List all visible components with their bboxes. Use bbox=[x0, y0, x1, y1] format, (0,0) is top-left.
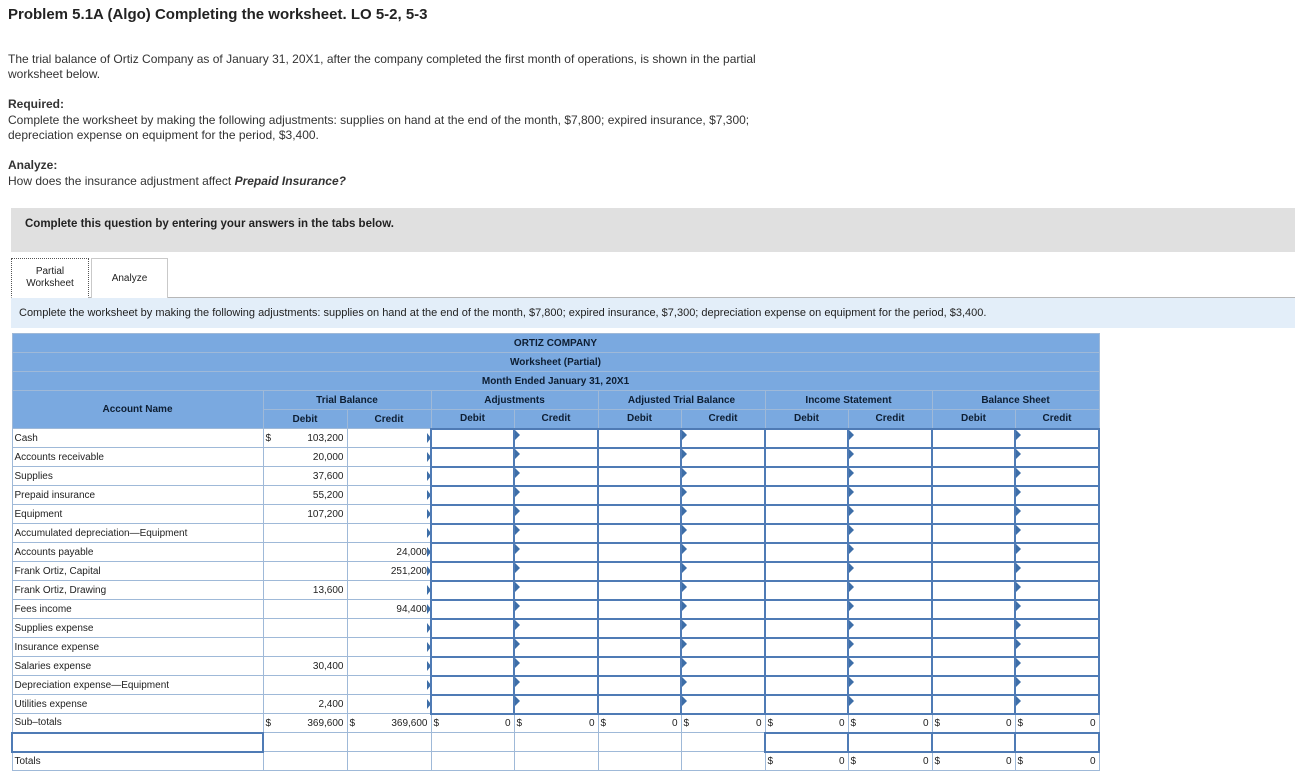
empty-cell bbox=[263, 733, 347, 752]
dollar-sign: $ bbox=[349, 717, 356, 729]
balance-sheet-header: Balance Sheet bbox=[932, 391, 1099, 410]
account-name: Depreciation expense—Equipment bbox=[12, 676, 263, 695]
adj-debit-input[interactable] bbox=[431, 657, 514, 676]
tb-credit-value bbox=[347, 448, 431, 467]
is-debit-input[interactable] bbox=[765, 657, 848, 676]
account-name: Insurance expense bbox=[12, 638, 263, 657]
atb-debit-input[interactable] bbox=[598, 619, 681, 638]
bs-credit-input[interactable] bbox=[1015, 657, 1099, 676]
tb-debit-value bbox=[263, 638, 347, 657]
is-debit-input[interactable] bbox=[765, 581, 848, 600]
bs-debit-total bbox=[932, 752, 1015, 771]
bs-credit-input[interactable] bbox=[1015, 581, 1099, 600]
bs-debit-subtotal bbox=[932, 714, 1015, 733]
is-credit-input[interactable] bbox=[848, 505, 932, 524]
is-credit-input[interactable] bbox=[848, 695, 932, 714]
account-name: Supplies expense bbox=[12, 619, 263, 638]
atb-debit-header: Debit bbox=[598, 410, 681, 429]
account-name: Frank Ortiz, Capital bbox=[12, 562, 263, 581]
adj-credit-subtotal bbox=[514, 714, 598, 733]
is-credit-input[interactable] bbox=[848, 581, 932, 600]
amount: 103,200 bbox=[307, 432, 344, 444]
bs-credit-input[interactable] bbox=[1015, 524, 1099, 543]
adj-credit-input[interactable] bbox=[514, 505, 598, 524]
bs-debit-input[interactable] bbox=[932, 448, 1015, 467]
tb-credit-subtotal bbox=[347, 714, 431, 733]
atb-debit-input[interactable] bbox=[598, 486, 681, 505]
adj-credit-input[interactable] bbox=[514, 448, 598, 467]
adj-credit-input[interactable] bbox=[514, 562, 598, 581]
tb-credit-value bbox=[347, 524, 431, 543]
empty-cell bbox=[263, 752, 347, 771]
atb-credit-input[interactable] bbox=[681, 562, 765, 581]
dollar-sign: $ bbox=[265, 717, 272, 729]
adj-credit-input[interactable] bbox=[514, 638, 598, 657]
is-credit-header: Credit bbox=[848, 410, 932, 429]
is-debit-input[interactable] bbox=[765, 505, 848, 524]
account-name: Supplies bbox=[12, 467, 263, 486]
bs-credit-input[interactable] bbox=[1015, 505, 1099, 524]
tb-credit-value bbox=[347, 429, 431, 448]
empty-cell bbox=[431, 733, 514, 752]
adj-debit-input[interactable] bbox=[431, 695, 514, 714]
atb-debit-input[interactable] bbox=[598, 524, 681, 543]
atb-credit-input[interactable] bbox=[681, 486, 765, 505]
dollar-sign: $ bbox=[934, 717, 941, 729]
table-row bbox=[12, 505, 1099, 524]
atb-debit-input[interactable] bbox=[598, 657, 681, 676]
tab-bar bbox=[11, 258, 1295, 298]
dollar-sign: $ bbox=[516, 717, 523, 729]
worksheet-name: Worksheet (Partial) bbox=[12, 353, 1099, 372]
atb-debit-input[interactable] bbox=[598, 638, 681, 657]
is-credit-input[interactable] bbox=[848, 448, 932, 467]
tb-debit-value bbox=[263, 543, 347, 562]
adj-credit-input[interactable] bbox=[514, 657, 598, 676]
extra-is-credit-input[interactable] bbox=[848, 733, 932, 752]
worksheet-instruction: Complete the worksheet by making the following adjustments: supplies on hand at the end of the month, $7,800; expired insurance, $7,300; depreciation expense on equipment for the period, $3,400. bbox=[11, 298, 1295, 328]
is-credit-input[interactable] bbox=[848, 638, 932, 657]
bs-debit-input[interactable] bbox=[932, 505, 1015, 524]
dollar-sign: $ bbox=[1017, 717, 1024, 729]
table-row bbox=[12, 600, 1099, 619]
empty-cell bbox=[681, 752, 765, 771]
amount: 0 bbox=[1005, 755, 1012, 767]
analyze-label: Analyze: bbox=[8, 158, 58, 172]
dollar-sign: $ bbox=[433, 717, 440, 729]
bs-debit-input[interactable] bbox=[932, 638, 1015, 657]
amount: 0 bbox=[1089, 755, 1096, 767]
bs-credit-header: Credit bbox=[1015, 410, 1099, 429]
atb-debit-input[interactable] bbox=[598, 562, 681, 581]
dollar-sign: $ bbox=[683, 717, 690, 729]
amount: 369,600 bbox=[307, 717, 344, 729]
adjusted-trial-balance-header: Adjusted Trial Balance bbox=[598, 391, 765, 410]
account-name: Accounts receivable bbox=[12, 448, 263, 467]
tb-debit-value bbox=[263, 676, 347, 695]
atb-credit-subtotal bbox=[681, 714, 765, 733]
required-text: Complete the worksheet by making the following adjustments: supplies on hand at the end of the month, $7,800; expired insurance, $7,300; depreciation expense on equipment for the period, $3,400. bbox=[8, 113, 750, 142]
amount: 369,600 bbox=[391, 717, 428, 729]
empty-cell bbox=[514, 733, 598, 752]
is-debit-input[interactable] bbox=[765, 543, 848, 562]
atb-credit-input[interactable] bbox=[681, 619, 765, 638]
blank-entry-row bbox=[12, 733, 1099, 752]
adj-credit-input[interactable] bbox=[514, 695, 598, 714]
is-credit-input[interactable] bbox=[848, 543, 932, 562]
tb-debit-value bbox=[263, 429, 347, 448]
tb-credit-value bbox=[347, 619, 431, 638]
tb-debit-value bbox=[263, 600, 347, 619]
is-debit-header: Debit bbox=[765, 410, 848, 429]
adj-debit-input[interactable] bbox=[431, 638, 514, 657]
table-row bbox=[12, 638, 1099, 657]
extra-is-debit-input[interactable] bbox=[765, 733, 848, 752]
tb-credit-value bbox=[347, 486, 431, 505]
bs-debit-input[interactable] bbox=[932, 581, 1015, 600]
table-row bbox=[12, 543, 1099, 562]
bs-credit-input[interactable] bbox=[1015, 448, 1099, 467]
atb-debit-input[interactable] bbox=[598, 676, 681, 695]
tb-credit-value bbox=[347, 505, 431, 524]
account-name: Cash bbox=[12, 429, 263, 448]
is-credit-input[interactable] bbox=[848, 657, 932, 676]
is-credit-input[interactable] bbox=[848, 600, 932, 619]
atb-debit-input[interactable] bbox=[598, 505, 681, 524]
account-name: Utilities expense bbox=[12, 695, 263, 714]
adj-debit-input[interactable] bbox=[431, 619, 514, 638]
table-row bbox=[12, 486, 1099, 505]
amount: 0 bbox=[1089, 717, 1096, 729]
problem-title: Problem 5.1A (Algo) Completing the worksheet. LO 5-2, 5-3 bbox=[8, 6, 428, 23]
adj-debit-input[interactable] bbox=[431, 467, 514, 486]
adj-credit-input[interactable] bbox=[514, 581, 598, 600]
bs-credit-input[interactable] bbox=[1015, 676, 1099, 695]
adj-debit-input[interactable] bbox=[431, 676, 514, 695]
totals-row bbox=[12, 752, 1099, 771]
table-row bbox=[12, 619, 1099, 638]
bs-debit-input[interactable] bbox=[932, 600, 1015, 619]
adj-credit-input[interactable] bbox=[514, 543, 598, 562]
extra-bs-debit-input[interactable] bbox=[932, 733, 1015, 752]
is-debit-total bbox=[765, 752, 848, 771]
account-name: Equipment bbox=[12, 505, 263, 524]
is-debit-input[interactable] bbox=[765, 676, 848, 695]
atb-credit-header: Credit bbox=[681, 410, 765, 429]
table-row bbox=[12, 467, 1099, 486]
bs-credit-input[interactable] bbox=[1015, 695, 1099, 714]
atb-credit-input[interactable] bbox=[681, 600, 765, 619]
dollar-sign: $ bbox=[767, 755, 774, 767]
amount: 0 bbox=[1005, 717, 1012, 729]
bs-debit-input[interactable] bbox=[932, 524, 1015, 543]
bs-credit-input[interactable] bbox=[1015, 619, 1099, 638]
is-debit-input[interactable] bbox=[765, 638, 848, 657]
atb-credit-input[interactable] bbox=[681, 581, 765, 600]
atb-debit-subtotal bbox=[598, 714, 681, 733]
atb-credit-input[interactable] bbox=[681, 638, 765, 657]
amount: 0 bbox=[922, 717, 929, 729]
amount: 0 bbox=[838, 755, 845, 767]
is-debit-input[interactable] bbox=[765, 619, 848, 638]
tb-debit-value: 107,200 bbox=[263, 505, 347, 524]
bs-credit-input[interactable] bbox=[1015, 467, 1099, 486]
bs-debit-input[interactable] bbox=[932, 486, 1015, 505]
empty-cell bbox=[681, 733, 765, 752]
atb-credit-input[interactable] bbox=[681, 695, 765, 714]
bs-credit-input[interactable] bbox=[1015, 600, 1099, 619]
atb-debit-input[interactable] bbox=[598, 600, 681, 619]
adj-credit-input[interactable] bbox=[514, 619, 598, 638]
required-label: Required: bbox=[8, 97, 65, 111]
dollar-sign: $ bbox=[265, 432, 272, 444]
table-row bbox=[12, 657, 1099, 676]
amount: 0 bbox=[922, 755, 929, 767]
adj-debit-subtotal bbox=[431, 714, 514, 733]
empty-cell bbox=[514, 752, 598, 771]
account-name-header: Account Name bbox=[12, 391, 263, 429]
adj-credit-header: Credit bbox=[514, 410, 598, 429]
tb-debit-value: 2,400 bbox=[263, 695, 347, 714]
account-name: Fees income bbox=[12, 600, 263, 619]
adj-debit-input[interactable] bbox=[431, 543, 514, 562]
adj-debit-header: Debit bbox=[431, 410, 514, 429]
adj-debit-input[interactable] bbox=[431, 486, 514, 505]
atb-debit-input[interactable] bbox=[598, 467, 681, 486]
table-row bbox=[12, 581, 1099, 600]
is-credit-subtotal bbox=[848, 714, 932, 733]
bs-credit-input[interactable] bbox=[1015, 638, 1099, 657]
analyze-text: How does the insurance adjustment affect Prepaid Insurance? bbox=[8, 174, 346, 188]
adj-credit-input[interactable] bbox=[514, 676, 598, 695]
is-credit-input[interactable] bbox=[848, 524, 932, 543]
tb-credit-value: 251,200 bbox=[347, 562, 431, 581]
amount: 0 bbox=[755, 717, 762, 729]
tb-debit-value: 55,200 bbox=[263, 486, 347, 505]
atb-debit-input[interactable] bbox=[598, 695, 681, 714]
table-row bbox=[12, 448, 1099, 467]
tb-credit-value bbox=[347, 638, 431, 657]
empty-cell bbox=[598, 752, 681, 771]
atb-debit-input[interactable] bbox=[598, 581, 681, 600]
amount: 0 bbox=[838, 717, 845, 729]
tb-debit-value: 37,600 bbox=[263, 467, 347, 486]
adj-credit-input[interactable] bbox=[514, 467, 598, 486]
is-debit-input[interactable] bbox=[765, 695, 848, 714]
empty-cell bbox=[347, 752, 431, 771]
atb-debit-input[interactable] bbox=[598, 448, 681, 467]
bs-debit-input[interactable] bbox=[932, 429, 1015, 448]
adj-credit-input[interactable] bbox=[514, 429, 598, 448]
tb-credit-value bbox=[347, 467, 431, 486]
bs-credit-input[interactable] bbox=[1015, 543, 1099, 562]
table-row bbox=[12, 429, 1099, 448]
empty-cell bbox=[598, 733, 681, 752]
is-credit-input[interactable] bbox=[848, 562, 932, 581]
trial-balance-header: Trial Balance bbox=[263, 391, 431, 410]
bs-credit-input[interactable] bbox=[1015, 562, 1099, 581]
is-debit-input[interactable] bbox=[765, 600, 848, 619]
dollar-sign: $ bbox=[850, 717, 857, 729]
adjustments-header: Adjustments bbox=[431, 391, 598, 410]
atb-credit-input[interactable] bbox=[681, 524, 765, 543]
is-debit-input[interactable] bbox=[765, 524, 848, 543]
tb-debit-header: Debit bbox=[263, 410, 347, 429]
tb-debit-value: 30,400 bbox=[263, 657, 347, 676]
subtotals-row bbox=[12, 714, 1099, 733]
tb-credit-value: 94,400 bbox=[347, 600, 431, 619]
account-name: Accounts payable bbox=[12, 543, 263, 562]
tb-debit-value: 13,600 bbox=[263, 581, 347, 600]
adj-credit-input[interactable] bbox=[514, 600, 598, 619]
adj-credit-input[interactable] bbox=[514, 486, 598, 505]
adj-debit-input[interactable] bbox=[431, 600, 514, 619]
amount: 0 bbox=[671, 717, 678, 729]
account-name: Salaries expense bbox=[12, 657, 263, 676]
atb-credit-input[interactable] bbox=[681, 676, 765, 695]
is-credit-input[interactable] bbox=[848, 486, 932, 505]
extra-bs-credit-input[interactable] bbox=[1015, 733, 1099, 752]
dollar-sign: $ bbox=[767, 717, 774, 729]
is-credit-input[interactable] bbox=[848, 619, 932, 638]
bs-credit-input[interactable] bbox=[1015, 486, 1099, 505]
dollar-sign: $ bbox=[934, 755, 941, 767]
extra-account-input[interactable] bbox=[12, 733, 263, 752]
atb-debit-input[interactable] bbox=[598, 543, 681, 562]
adj-debit-input[interactable] bbox=[431, 562, 514, 581]
bs-debit-input[interactable] bbox=[932, 657, 1015, 676]
income-statement-header: Income Statement bbox=[765, 391, 932, 410]
atb-credit-input[interactable] bbox=[681, 467, 765, 486]
totals-label: Totals bbox=[12, 752, 263, 771]
amount: 0 bbox=[504, 717, 511, 729]
bs-credit-input[interactable] bbox=[1015, 429, 1099, 448]
tb-credit-value bbox=[347, 695, 431, 714]
dollar-sign: $ bbox=[850, 755, 857, 767]
bs-debit-input[interactable] bbox=[932, 467, 1015, 486]
adj-debit-input[interactable] bbox=[431, 581, 514, 600]
bs-debit-header: Debit bbox=[932, 410, 1015, 429]
adj-debit-input[interactable] bbox=[431, 505, 514, 524]
account-name: Prepaid insurance bbox=[12, 486, 263, 505]
atb-credit-input[interactable] bbox=[681, 657, 765, 676]
is-credit-total bbox=[848, 752, 932, 771]
tb-debit-value bbox=[263, 619, 347, 638]
problem-intro: The trial balance of Ortiz Company as of January 31, 20X1, after the company completed the first month of operations, is shown in the partial worksheet below. bbox=[8, 52, 756, 81]
atb-credit-input[interactable] bbox=[681, 429, 765, 448]
empty-cell bbox=[347, 733, 431, 752]
bs-debit-input[interactable] bbox=[932, 676, 1015, 695]
empty-cell bbox=[431, 752, 514, 771]
dollar-sign: $ bbox=[600, 717, 607, 729]
tb-credit-value: 24,000 bbox=[347, 543, 431, 562]
is-credit-input[interactable] bbox=[848, 676, 932, 695]
adj-debit-input[interactable] bbox=[431, 524, 514, 543]
company-name: ORTIZ COMPANY bbox=[12, 334, 1099, 353]
adj-debit-input[interactable] bbox=[431, 429, 514, 448]
tb-debit-subtotal bbox=[263, 714, 347, 733]
is-credit-input[interactable] bbox=[848, 467, 932, 486]
tb-credit-header: Credit bbox=[347, 410, 431, 429]
amount: 0 bbox=[588, 717, 595, 729]
adj-debit-input[interactable] bbox=[431, 448, 514, 467]
bs-debit-input[interactable] bbox=[932, 695, 1015, 714]
tb-debit-value bbox=[263, 562, 347, 581]
bs-debit-input[interactable] bbox=[932, 619, 1015, 638]
account-name: Accumulated depreciation—Equipment bbox=[12, 524, 263, 543]
table-row bbox=[12, 676, 1099, 695]
atb-credit-input[interactable] bbox=[681, 505, 765, 524]
atb-credit-input[interactable] bbox=[681, 543, 765, 562]
tb-credit-value bbox=[347, 676, 431, 695]
tb-debit-value bbox=[263, 524, 347, 543]
worksheet-period: Month Ended January 31, 20X1 bbox=[12, 372, 1099, 391]
adj-credit-input[interactable] bbox=[514, 524, 598, 543]
tb-debit-value: 20,000 bbox=[263, 448, 347, 467]
bs-debit-input[interactable] bbox=[932, 543, 1015, 562]
bs-debit-input[interactable] bbox=[932, 562, 1015, 581]
atb-credit-input[interactable] bbox=[681, 448, 765, 467]
tab-partial-worksheet[interactable]: Partial Worksheet bbox=[11, 258, 89, 298]
dollar-sign: $ bbox=[1017, 755, 1024, 767]
table-row bbox=[12, 695, 1099, 714]
is-debit-input[interactable] bbox=[765, 448, 848, 467]
instruction-banner: Complete this question by entering your answers in the tabs below. bbox=[11, 208, 1295, 252]
is-credit-input[interactable] bbox=[848, 429, 932, 448]
is-debit-input[interactable] bbox=[765, 429, 848, 448]
table-row bbox=[12, 524, 1099, 543]
is-debit-input[interactable] bbox=[765, 467, 848, 486]
worksheet-table bbox=[11, 333, 1100, 771]
account-name: Frank Ortiz, Drawing bbox=[12, 581, 263, 600]
is-debit-subtotal bbox=[765, 714, 848, 733]
is-debit-input[interactable] bbox=[765, 562, 848, 581]
subtotals-label: Sub–totals bbox=[12, 714, 263, 733]
tb-credit-value bbox=[347, 581, 431, 600]
tb-credit-value bbox=[347, 657, 431, 676]
bs-credit-subtotal bbox=[1015, 714, 1099, 733]
is-debit-input[interactable] bbox=[765, 486, 848, 505]
tab-analyze[interactable]: Analyze bbox=[91, 258, 168, 298]
bs-credit-total bbox=[1015, 752, 1099, 771]
table-row bbox=[12, 562, 1099, 581]
atb-debit-input[interactable] bbox=[598, 429, 681, 448]
